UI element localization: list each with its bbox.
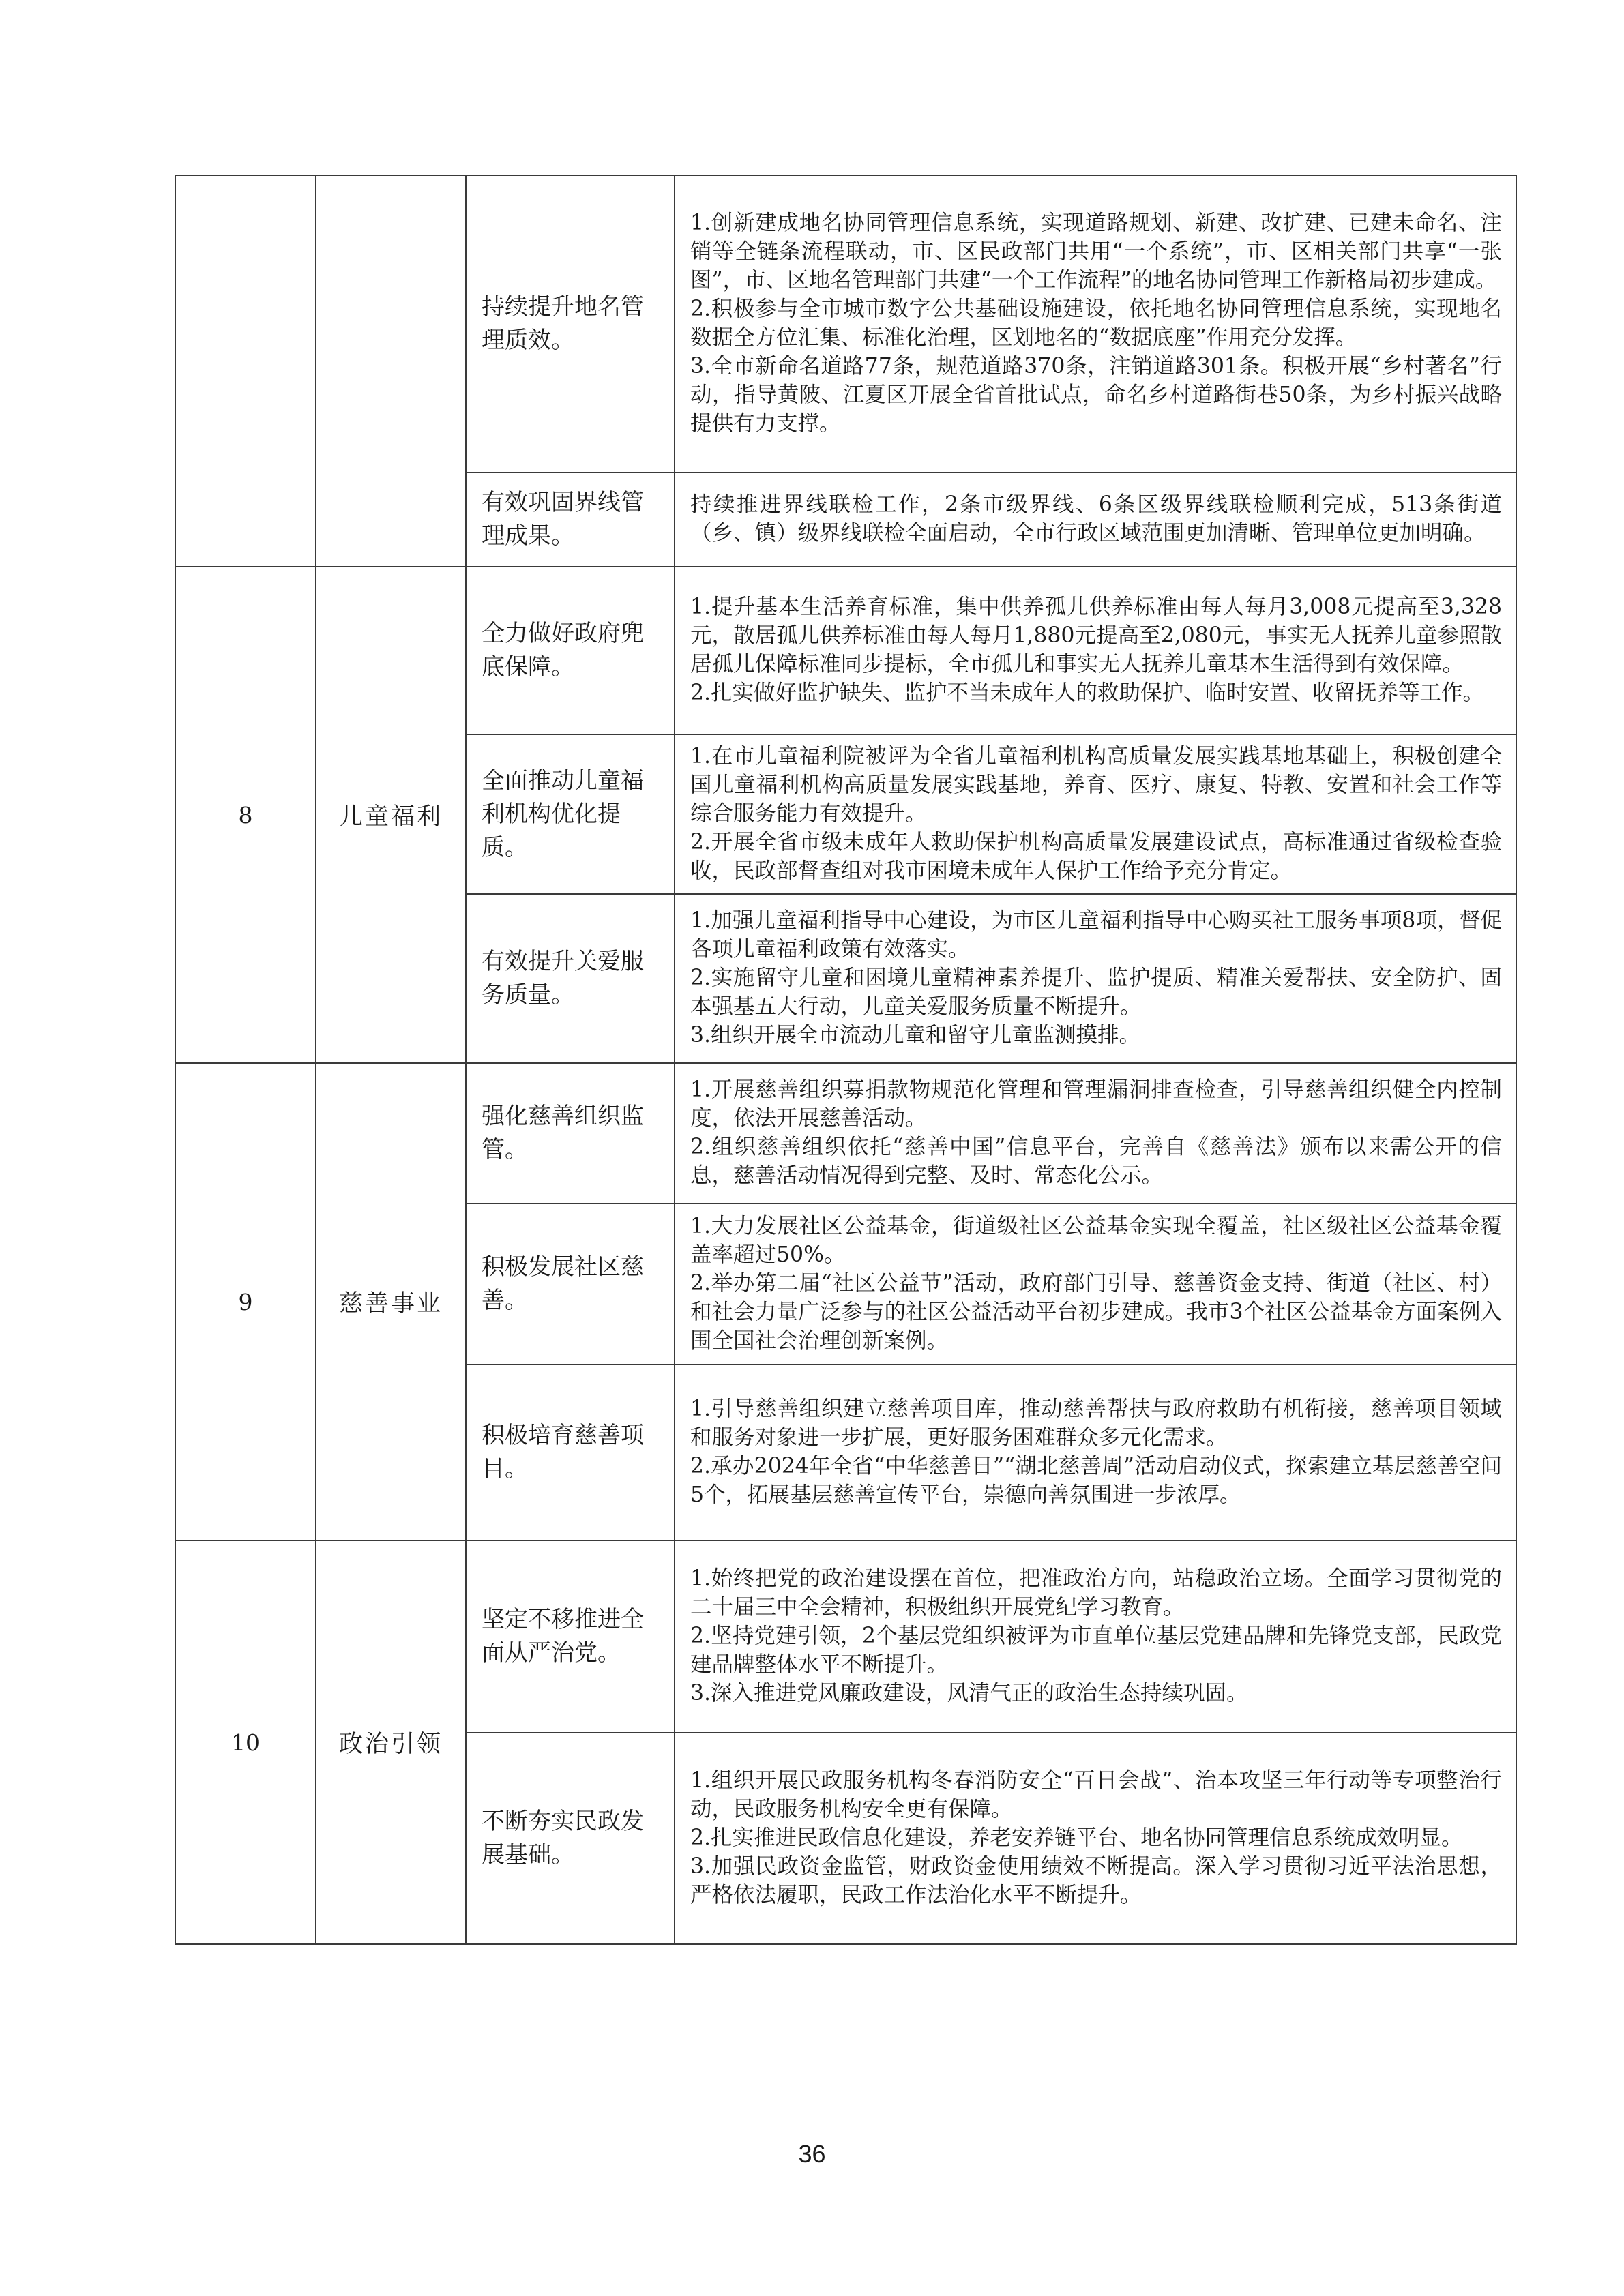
detail-item: 1.在市儿童福利院被评为全省儿童福利机构高质量发展实践基地基础上，积极创建全国儿童福利机构高质量发展实践基地，养育、医疗、康复、特教、安置和社会工作等综合服务能力有效提升。 xyxy=(690,744,1502,826)
detail-item: 2.开展全省市级未成年人救助保护机构高质量发展建设试点，高标准通过省级检查验收，民政部督查组对我市困境未成年人保护工作给予充分肯定。 xyxy=(690,830,1502,883)
task-title: 持续提升地名管理质效。 xyxy=(466,175,675,473)
detail-item: 1.大力发展社区公益基金，街道级社区公益基金实现全覆盖，社区级社区公益基金覆盖率超过50%。 xyxy=(690,1214,1502,1267)
task-details xyxy=(675,1733,1516,1944)
detail-item: 2.扎实做好监护缺失、监护不当未成年人的救助保护、临时安置、收留抚养等工作。 xyxy=(690,681,1485,705)
task-title: 积极发展社区慈善。 xyxy=(466,1204,675,1365)
task-details xyxy=(675,1204,1516,1365)
detail-item: 1.组织开展民政服务机构冬春消防安全“百日会战”、治本攻坚三年行动等专项整治行动，民政服务机构安全更有保障。 xyxy=(690,1768,1502,1821)
detail-item: 持续推进界线联检工作，2条市级界线、6条区级界线联检顺利完成，513条街道（乡、镇）级界线联检全面启动，全市行政区域范围更加清晰、管理单位更加明确。 xyxy=(690,492,1502,546)
table-row xyxy=(175,1540,1516,1733)
work-summary-table xyxy=(175,175,1517,1945)
category-cell xyxy=(316,175,466,567)
detail-item: 1.始终把党的政治建设摆在首位，把准政治方向，站稳政治立场。全面学习贯彻党的二十届三中全会精神，积极组织开展党纪学习教育。 xyxy=(690,1566,1502,1620)
table-row xyxy=(175,567,1516,734)
detail-item: 1.创新建成地名协同管理信息系统，实现道路规划、新建、改扩建、已建未命名、注销等全链条流程联动，市、区民政部门共用“一个系统”，市、区相关部门共享“一张图”，市、区地名管理部门共建“一个工作流程”的地名协同管理工作新格局初步建成。 xyxy=(690,211,1502,293)
detail-item: 1.加强儿童福利指导中心建设，为市区儿童福利指导中心购买社工服务事项8项，督促各项儿童福利政策有效落实。 xyxy=(690,908,1502,961)
detail-item: 2.承办2024年全省“中华慈善日”“湖北慈善周”活动启动仪式，探索建立基层慈善空间5个，拓展基层慈善宣传平台，崇德向善氛围进一步浓厚。 xyxy=(690,1454,1502,1507)
row-number: 8 xyxy=(175,567,316,1063)
detail-item: 2.坚持党建引领，2个基层党组织被评为市直单位基层党建品牌和先锋党支部，民政党建品牌整体水平不断提升。 xyxy=(690,1624,1502,1677)
row-number xyxy=(175,175,316,567)
row-number: 9 xyxy=(175,1063,316,1540)
category-cell: 慈善事业 xyxy=(316,1063,466,1540)
detail-item: 1.引导慈善组织建立慈善项目库，推动慈善帮扶与政府救助有机衔接，慈善项目领域和服务对象进一步扩展，更好服务困难群众多元化需求。 xyxy=(690,1397,1502,1450)
detail-item: 1.提升基本生活养育标准，集中供养孤儿供养标准由每人每月3,008元提高至3,328元，散居孤儿供养标准由每人每月1,880元提高至2,080元，事实无人抚养儿童参照散居孤儿保障标准同步提标，全市孤儿和事实无人抚养儿童基本生活得到有效保障。 xyxy=(690,595,1502,676)
task-title: 有效提升关爱服务质量。 xyxy=(466,894,675,1063)
task-details xyxy=(675,473,1516,567)
detail-item: 3.深入推进党风廉政建设，风清气正的政治生态持续巩固。 xyxy=(690,1681,1248,1705)
task-title: 坚定不移推进全面从严治党。 xyxy=(466,1540,675,1733)
table-row xyxy=(175,1063,1516,1204)
task-details xyxy=(675,894,1516,1063)
row-number: 10 xyxy=(175,1540,316,1944)
task-title: 不断夯实民政发展基础。 xyxy=(466,1733,675,1944)
detail-item: 2.举办第二届“社区公益节”活动，政府部门引导、慈善资金支持、街道（社区、村）和社会力量广泛参与的社区公益活动平台初步建成。我市3个社区公益基金方面案例入围全国社会治理创新案例。 xyxy=(690,1271,1502,1353)
detail-item: 2.扎实推进民政信息化建设，养老安养链平台、地名协同管理信息系统成效明显。 xyxy=(690,1825,1463,1850)
category-cell: 政治引领 xyxy=(316,1540,466,1944)
detail-item: 1.开展慈善组织募捐款物规范化管理和管理漏洞排查检查，引导慈善组织健全内控制度，依法开展慈善活动。 xyxy=(690,1077,1502,1131)
table-row xyxy=(175,175,1516,473)
task-title: 全面推动儿童福利机构优化提质。 xyxy=(466,734,675,894)
task-details xyxy=(675,734,1516,894)
task-title: 全力做好政府兜底保障。 xyxy=(466,567,675,734)
page-number: 36 xyxy=(798,2140,826,2168)
task-details xyxy=(675,175,1516,473)
task-title: 有效巩固界线管理成果。 xyxy=(466,473,675,567)
task-details xyxy=(675,1063,1516,1204)
detail-item: 3.组织开展全市流动儿童和留守儿童监测摸排。 xyxy=(690,1023,1141,1047)
task-title: 强化慈善组织监管。 xyxy=(466,1063,675,1204)
task-details xyxy=(675,1540,1516,1733)
detail-item: 3.加强民政资金监管，财政资金使用绩效不断提高。深入学习贯彻习近平法治思想，严格依法履职，民政工作法治化水平不断提升。 xyxy=(690,1854,1502,1907)
task-details xyxy=(675,567,1516,734)
task-details xyxy=(675,1365,1516,1540)
detail-item: 3.全市新命名道路77条，规范道路370条，注销道路301条。积极开展“乡村著名”行动，指导黄陂、江夏区开展全省首批试点，命名乡村道路街巷50条，为乡村振兴战略提供有力支撑。 xyxy=(690,354,1502,436)
task-title: 积极培育慈善项目。 xyxy=(466,1365,675,1540)
detail-item: 2.实施留守儿童和困境儿童精神素养提升、监护提质、精准关爱帮扶、安全防护、固本强基五大行动，儿童关爱服务质量不断提升。 xyxy=(690,966,1502,1019)
detail-item: 2.积极参与全市城市数字公共基础设施建设，依托地名协同管理信息系统，实现地名数据全方位汇集、标准化治理，区划地名的“数据底座”作用充分发挥。 xyxy=(690,297,1502,350)
detail-item: 2.组织慈善组织依托“慈善中国”信息平台，完善自《慈善法》颁布以来需公开的信息，慈善活动情况得到完整、及时、常态化公示。 xyxy=(690,1135,1502,1188)
category-cell: 儿童福利 xyxy=(316,567,466,1063)
